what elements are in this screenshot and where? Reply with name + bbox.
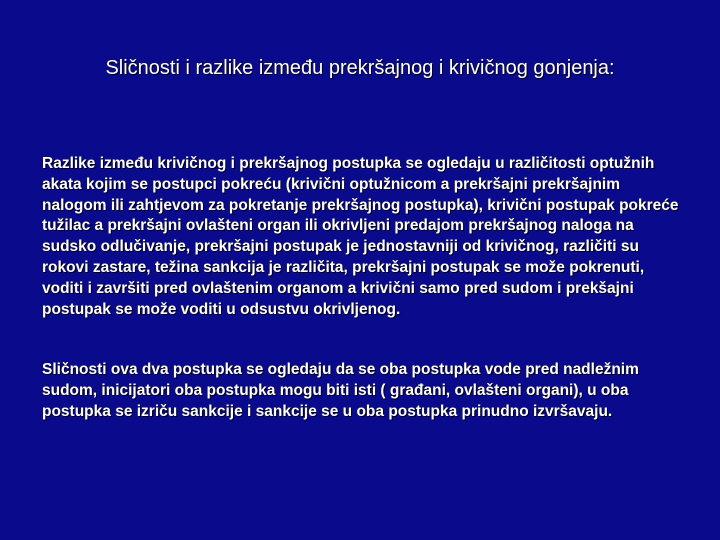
paragraph-similarities: Sličnosti ova dva postupka se ogledaju da se oba postupka vode pred nadležnim sudom, inicijatori oba postupka mogu biti isti ( građani, ovlašteni organi), u oba postupka se izriču sankcije i sankcije se u oba postupka prinudno izvršavaju. (42, 361, 639, 420)
slide-title: Sličnosti i razlike između prekršajnog i krivičnog gonjenja: (105, 57, 615, 79)
paragraph-differences: Razlike između krivičnog i prekršajnog postupka se ogledaju u različitosti optužnih akata kojim se postupci pokreću (krivični optužnicom a prekršajni prekršajnim nalogom ili zahtjevom za pokretanje prekršajnog postupka), krivični postupak pokreće tužilac a prekršajni ovlašteni organ ili okrivljeni predajom prekršajnog naloga na sudsko odlučivanje, prekršajni postupak je jednostavniji od krivičnog, različiti su rokovi zastare, težina sankcija je različita, prekršajni postupak se može pokrenuti, voditi i završiti pred ovlaštenim organom a krivični samo pred sudom i prekšajni postupak se može voditi u odsustvu okrivljenog. (42, 155, 679, 318)
